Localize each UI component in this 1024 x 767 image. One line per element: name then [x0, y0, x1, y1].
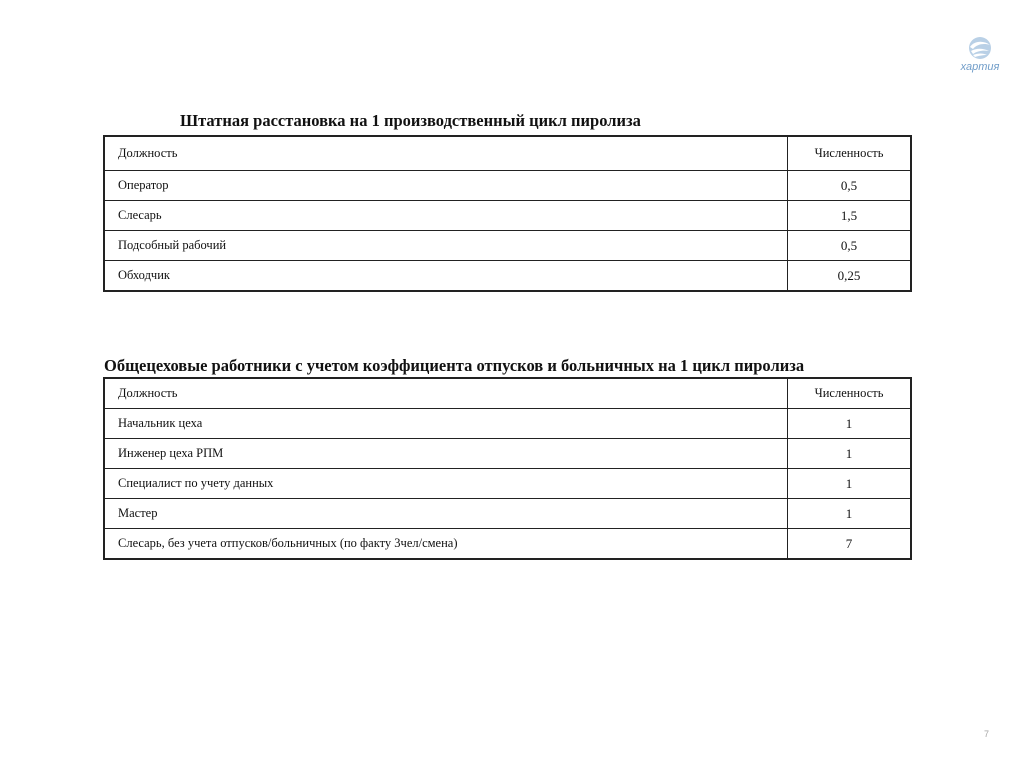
- position-cell: Подсобный рабочий: [104, 231, 788, 261]
- header-position: Должность: [104, 378, 788, 409]
- position-cell: Оператор: [104, 171, 788, 201]
- position-cell: Инженер цеха РПМ: [104, 439, 788, 469]
- table1-title: Штатная расстановка на 1 производственный цикл пиролиза: [180, 111, 641, 130]
- table-row: [104, 261, 911, 292]
- count-cell: 1,5: [788, 201, 912, 231]
- shop-workers-table: [103, 377, 912, 560]
- table-row: [104, 439, 911, 469]
- table-row: [104, 409, 911, 439]
- table-row: [104, 499, 911, 529]
- count-cell: 0,5: [788, 171, 912, 201]
- position-cell: Обходчик: [104, 261, 788, 292]
- swirl-logo-icon: [967, 36, 993, 60]
- position-cell: Начальник цеха: [104, 409, 788, 439]
- table-row: [104, 201, 911, 231]
- count-cell: 1: [788, 469, 912, 499]
- position-cell: Слесарь: [104, 201, 788, 231]
- table-row: [104, 469, 911, 499]
- table-header-row: [104, 136, 911, 171]
- brand-logo: [952, 36, 1008, 82]
- brand-name: хартия: [960, 61, 1000, 73]
- table-row: [104, 171, 911, 201]
- count-cell: 0,5: [788, 231, 912, 261]
- table2-title: Общецеховые работники с учетом коэффициента отпусков и больничных на 1 цикл пиролиза: [104, 356, 805, 375]
- header-count: Численность: [788, 378, 912, 409]
- count-cell: 0,25: [788, 261, 912, 292]
- count-cell: 1: [788, 499, 912, 529]
- staffing-table: [103, 135, 912, 292]
- position-cell: Мастер: [104, 499, 788, 529]
- header-position: Должность: [104, 136, 788, 171]
- table-header-row: [104, 378, 911, 409]
- position-cell: Слесарь, без учета отпусков/больничных (по факту 3чел/смена): [104, 529, 788, 560]
- header-count: Численность: [788, 136, 912, 171]
- count-cell: 7: [788, 529, 912, 560]
- table-row: [104, 231, 911, 261]
- position-cell: Специалист по учету данных: [104, 469, 788, 499]
- count-cell: 1: [788, 409, 912, 439]
- count-cell: 1: [788, 439, 912, 469]
- page-number: 7: [984, 729, 990, 739]
- table-row: [104, 529, 911, 560]
